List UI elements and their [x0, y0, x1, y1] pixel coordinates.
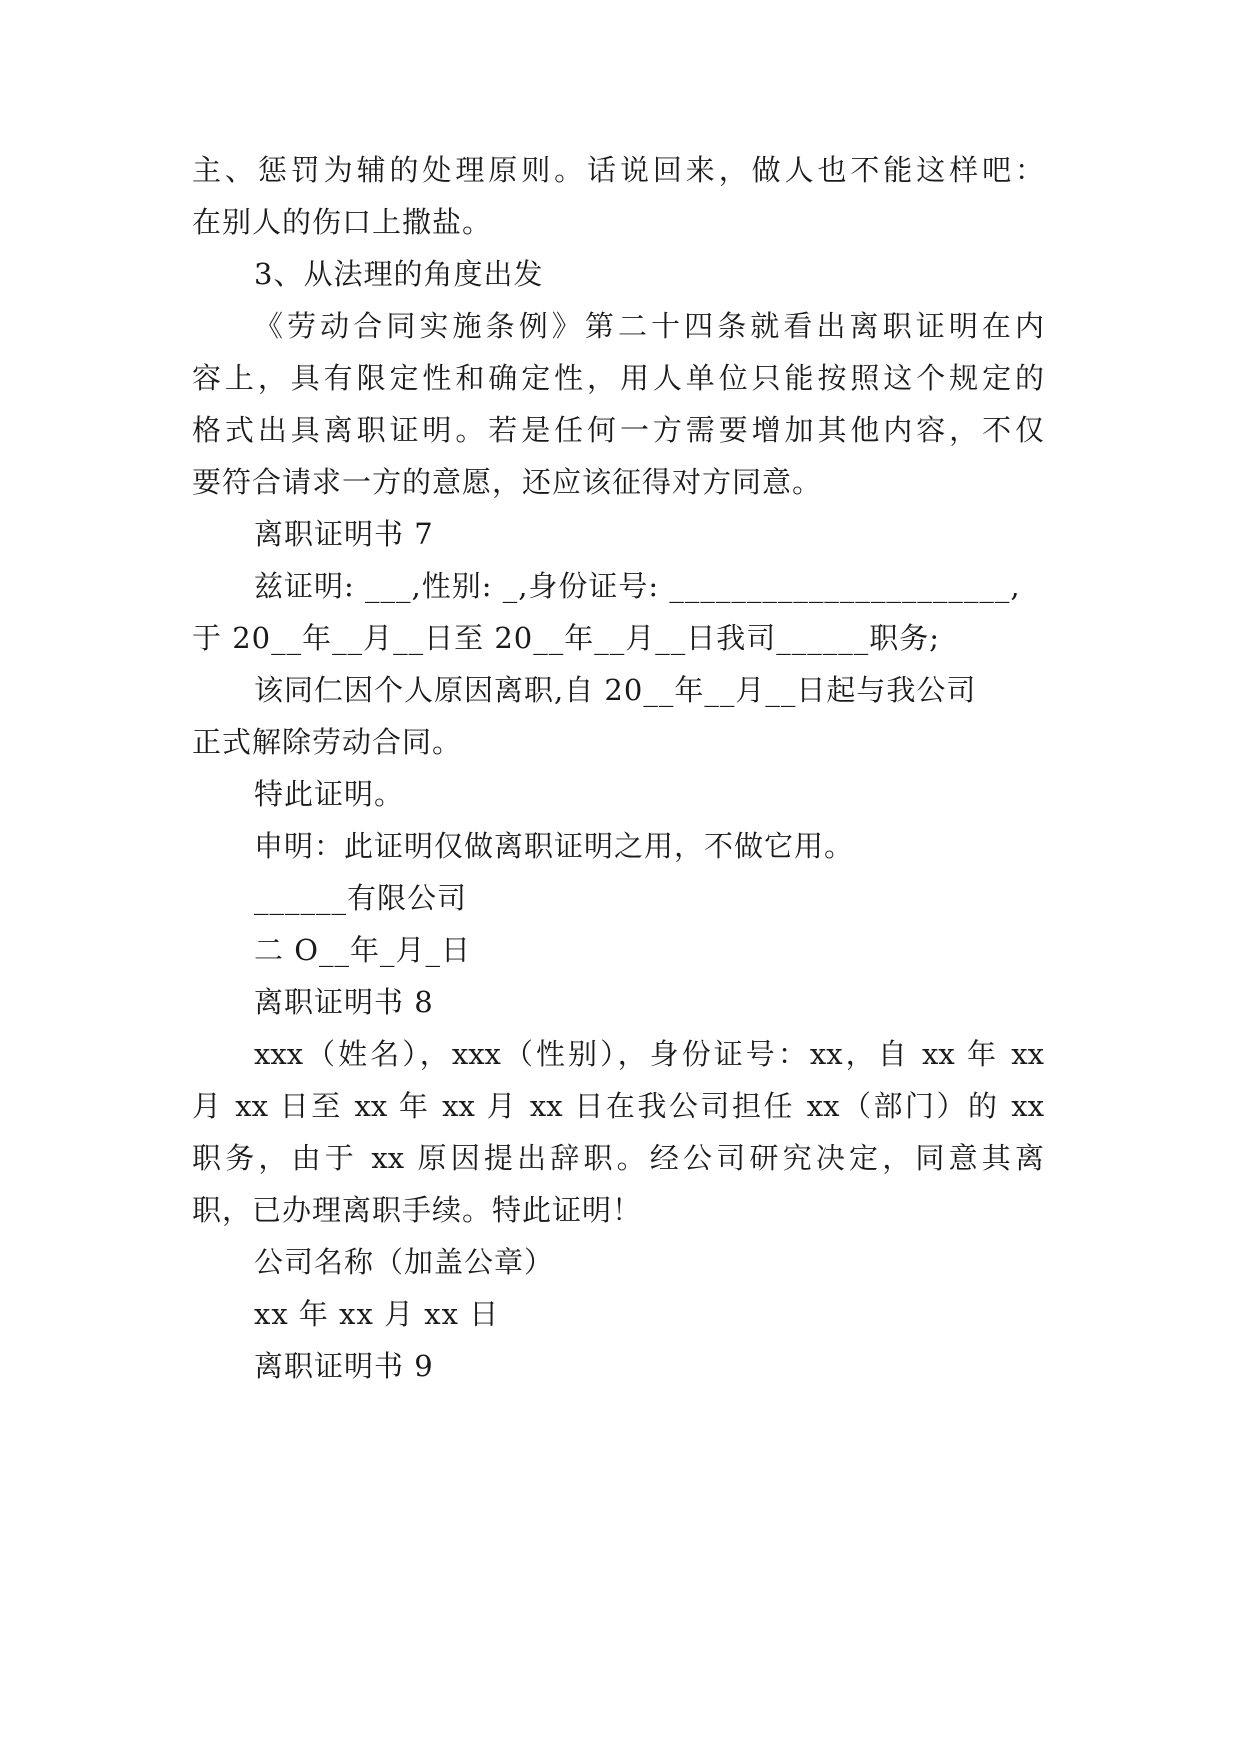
body-text-line: 职务，由于 xx 原因提出辞职。经公司研究决定，同意其离	[192, 1141, 1044, 1175]
certificate-title: 离职证明书 8	[254, 985, 434, 1019]
certificate-title: 离职证明书 9	[254, 1349, 434, 1383]
body-text-line: 主、惩罚为辅的处理原则。话说回来，做人也不能这样吧：	[192, 153, 1044, 187]
certificate-title: 离职证明书 7	[254, 517, 434, 551]
body-text-line: 要符合请求一方的意愿，还应该征得对方同意。	[192, 465, 823, 499]
body-text-line: 职，已办理离职手续。特此证明！	[192, 1193, 643, 1227]
body-text-line: xxx（姓名），xxx（性别），身份证号：xx，自 xx 年 xx	[254, 1037, 1044, 1071]
company-name-line: 公司名称（加盖公章）	[254, 1245, 555, 1279]
body-text-line: 正式解除劳动合同。	[192, 725, 463, 759]
form-field-line: 兹证明: ___,性别: _,身份证号: ______________________,	[254, 569, 1021, 603]
body-text-line: 在别人的伤口上撒盐。	[192, 205, 493, 239]
closing-text: 特此证明。	[254, 777, 405, 811]
date-line: xx 年 xx 月 xx 日	[254, 1297, 500, 1331]
body-text-line: 格式出具离职证明。若是任何一方需要增加其他内容，不仅	[192, 413, 1044, 447]
body-text-line: 月 xx 日至 xx 年 xx 月 xx 日在我公司担任 xx（部门）的 xx	[192, 1089, 1044, 1123]
declaration-text: 申明：此证明仅做离职证明之用，不做它用。	[254, 829, 855, 863]
form-field-line: 于 20__年__月__日至 20__年__月__日我司______职务;	[192, 621, 941, 655]
company-name-line: ______有限公司	[254, 881, 468, 915]
body-text-line: 容上，具有限定性和确定性，用人单位只能按照这个规定的	[192, 361, 1044, 395]
date-line: 二 O__年_月_日	[254, 933, 471, 967]
body-text-line: 该同仁因个人原因离职,自 20__年__月__日起与我公司	[254, 673, 977, 707]
body-text-line: 《劳动合同实施条例》第二十四条就看出离职证明在内	[254, 309, 1044, 343]
section-heading: 3、从法理的角度出发	[254, 257, 544, 291]
